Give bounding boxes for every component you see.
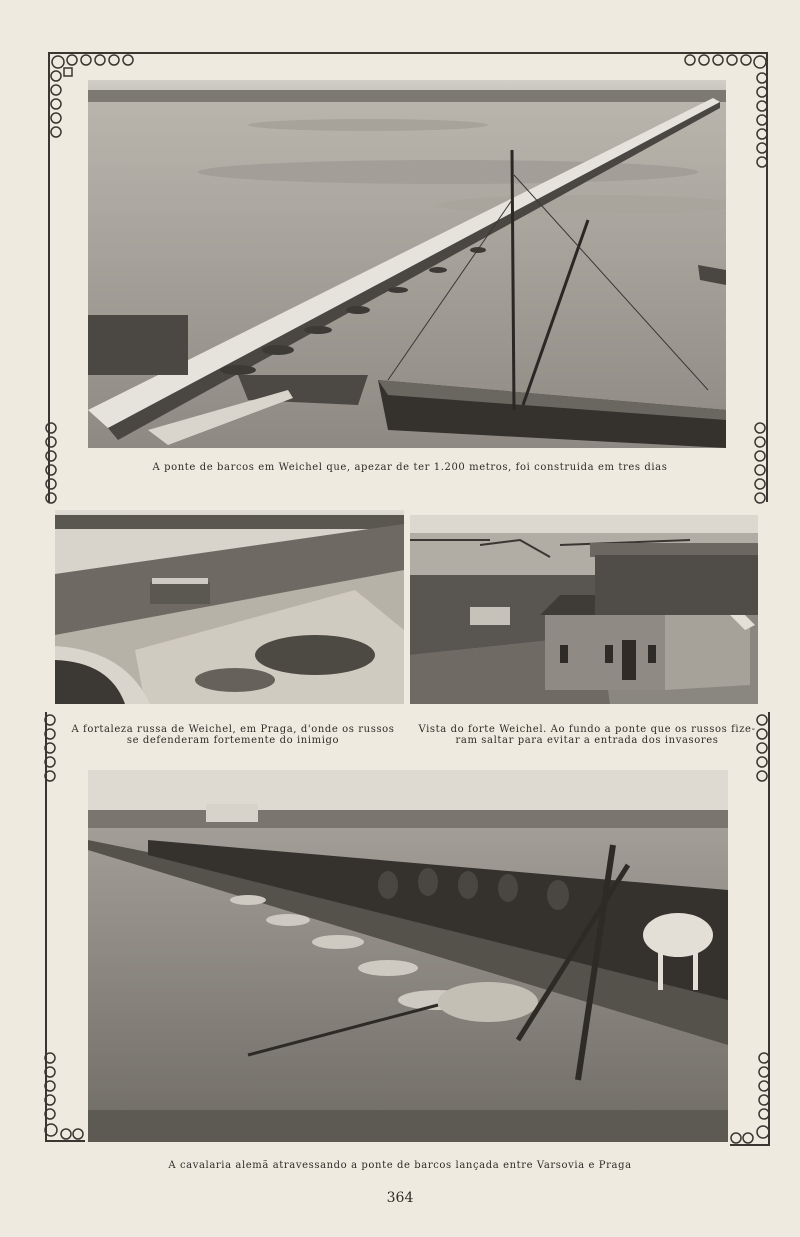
photo-fortress-weichel — [55, 510, 404, 704]
caption-middle-left — [58, 724, 408, 746]
photo-pontoon-bridge-weichel — [88, 80, 726, 448]
photo-fort-weichel-view — [410, 515, 758, 704]
caption-middle-right-line1: Vista do forte Weichel. Ao fundo a ponte que os russos fize- — [418, 724, 756, 735]
caption-top: A ponte de barcos em Weichel que, apezar de ter 1.200 metros, foi construida em tres dias — [152, 462, 668, 473]
caption-bottom: A cavalaria alemã atravessando a ponte de barcos lançada entre Varsovia e Praga — [168, 1160, 632, 1171]
frame-top-line — [48, 52, 768, 54]
caption-middle-left-line1: A fortaleza russa de Weichel, em Praga, d'onde os russos — [71, 724, 395, 735]
caption-middle-right-line2: ram saltar para evitar a entrada dos invasores — [455, 735, 719, 746]
photo-german-cavalry-crossing — [88, 770, 728, 1142]
page-number: 364 — [386, 1190, 414, 1206]
ornament-left-mid-icon — [44, 420, 58, 510]
ornament-bottom-right-icon — [728, 1050, 772, 1148]
ornament-left-lower-icon — [42, 712, 58, 782]
ornament-bottom-left-icon — [42, 1050, 84, 1144]
ornament-right-lower-icon — [754, 712, 770, 782]
caption-middle-left-line2: se defenderam fortemente do inimigo — [126, 735, 340, 746]
ornament-right-mid-icon — [752, 420, 768, 510]
caption-middle-right — [412, 724, 762, 746]
